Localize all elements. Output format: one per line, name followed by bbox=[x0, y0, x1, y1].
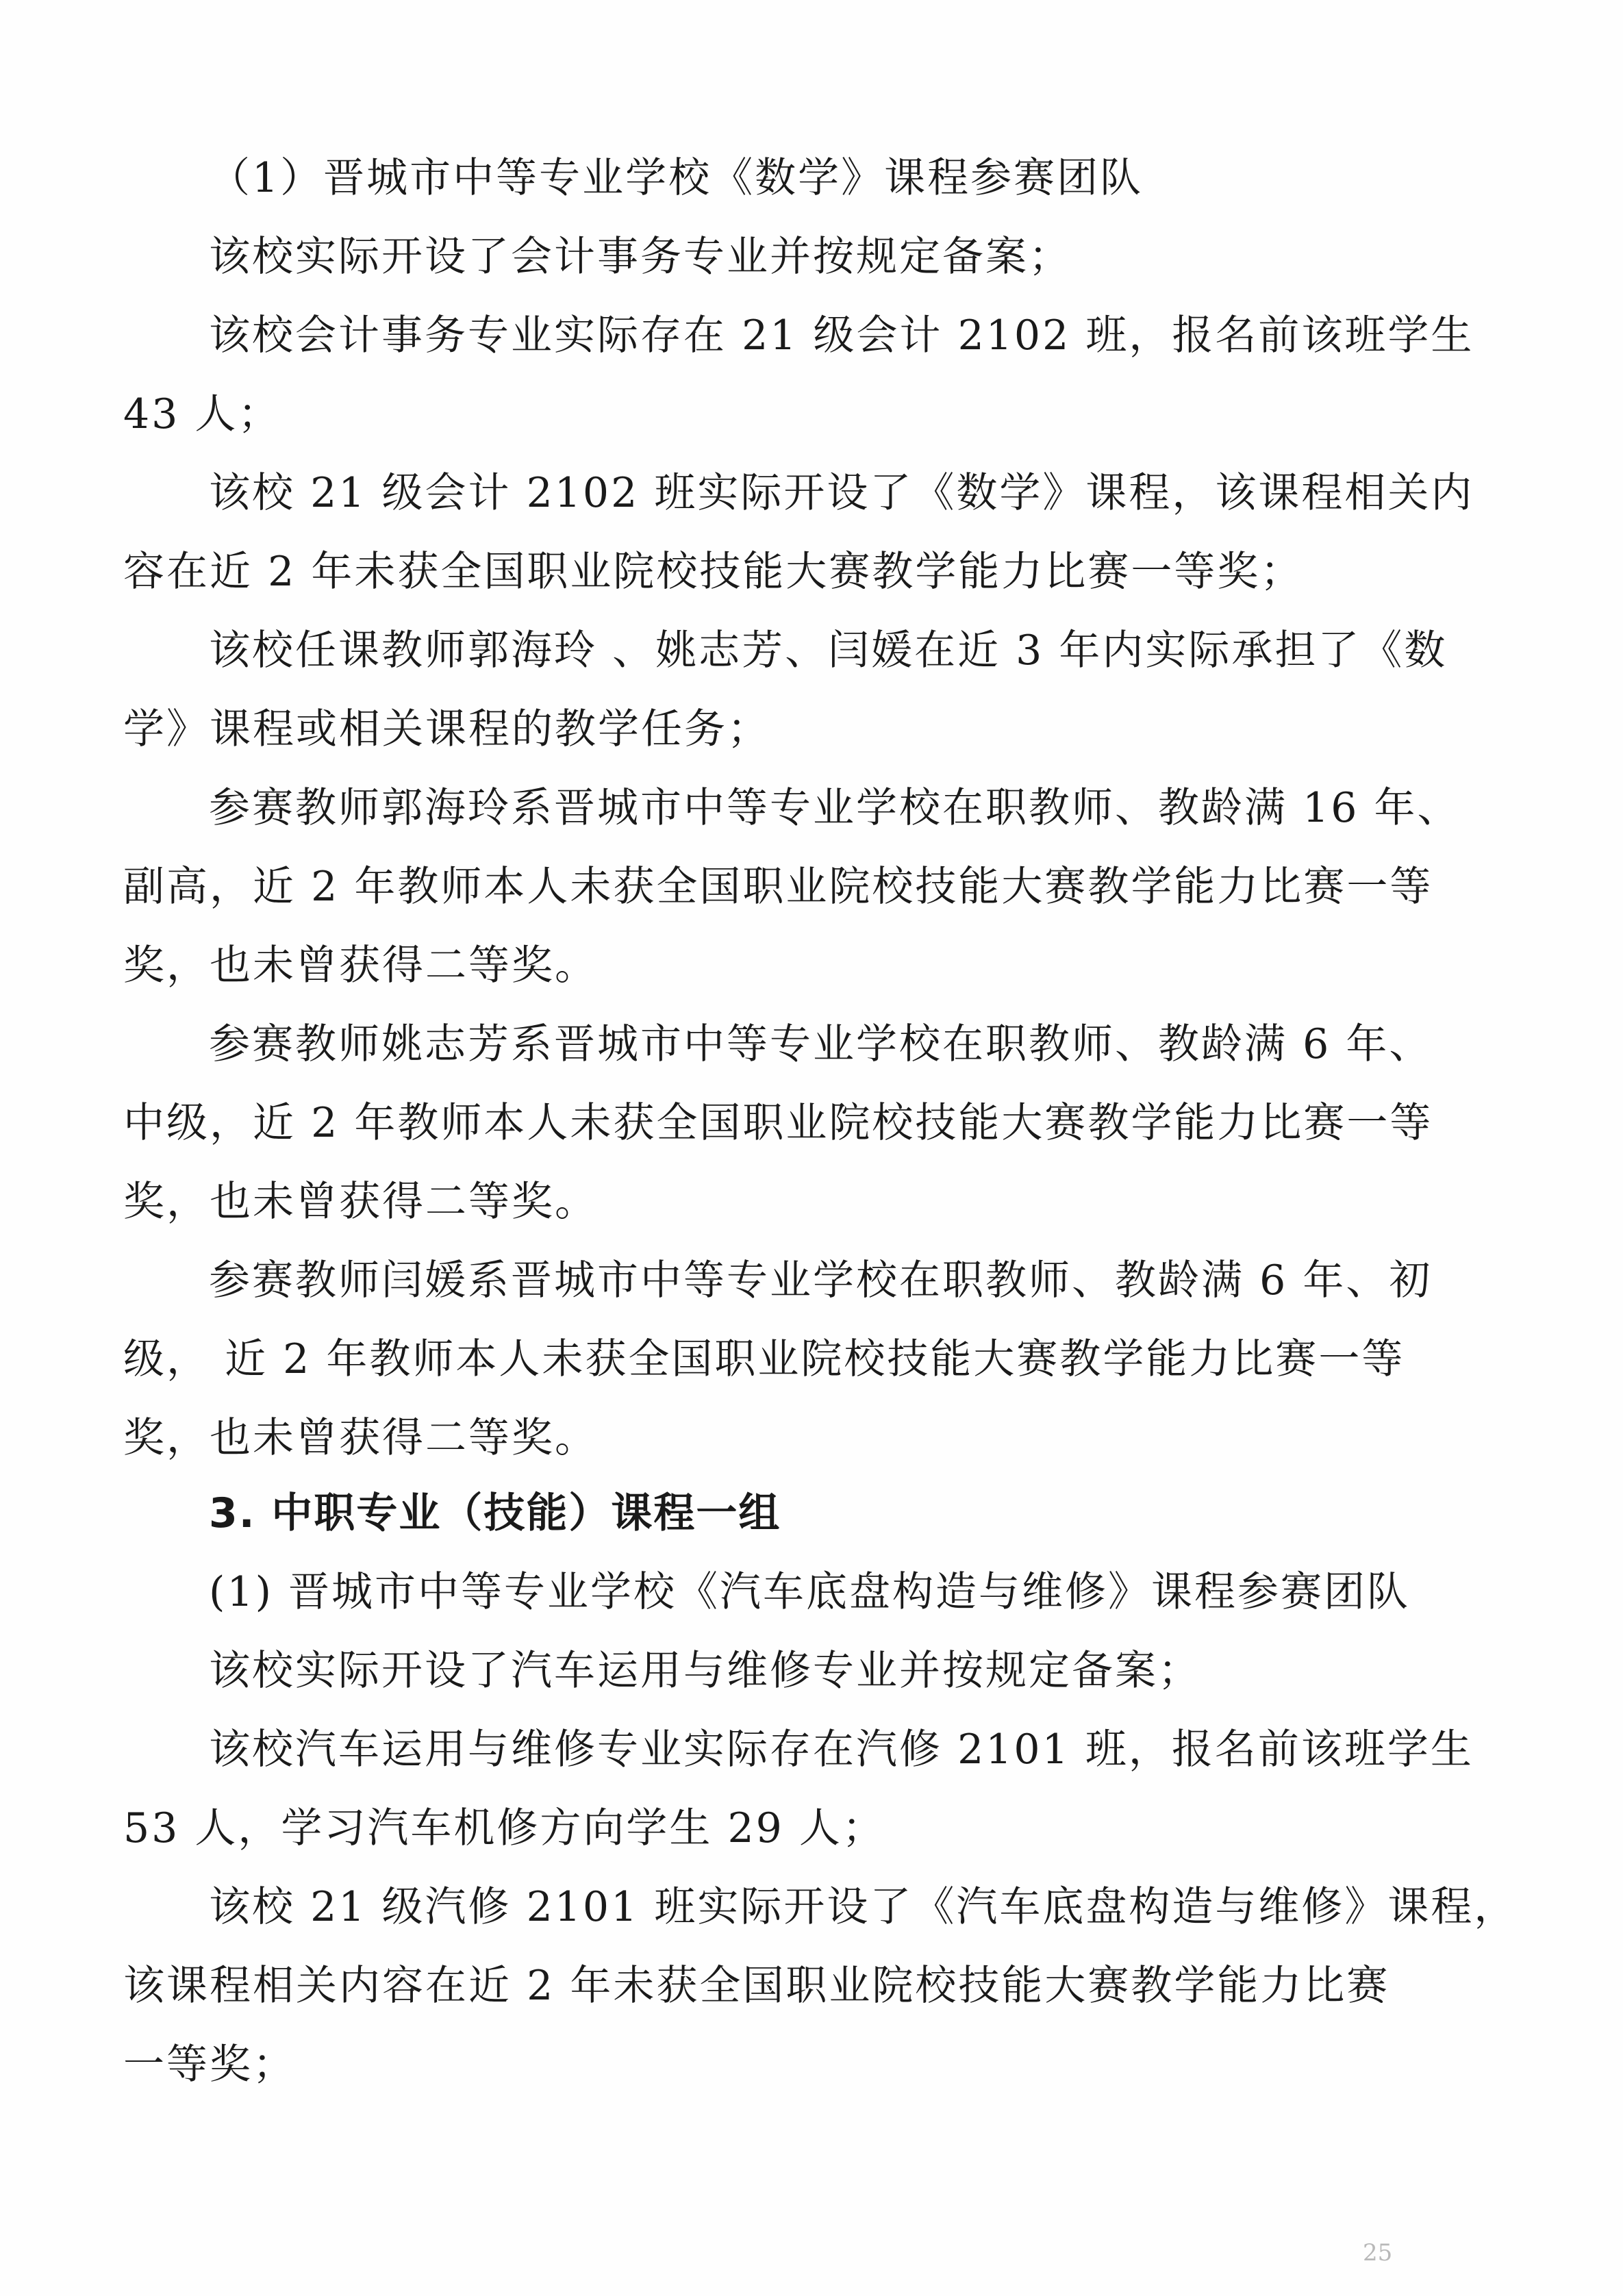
paragraph-line: 该校会计事务专业实际存在 21 级会计 2102 班，报名前该班学生 bbox=[209, 312, 1474, 359]
paragraph-line: 容在近 2 年未获全国职业院校技能大赛教学能力比赛一等奖； bbox=[123, 548, 1304, 596]
paragraph-line: 53 人，学习汽车机修方向学生 29 人； bbox=[123, 1804, 885, 1852]
paragraph-line: 学》课程或相关课程的教学任务； bbox=[123, 705, 770, 753]
paragraph-line: 副高，近 2 年教师本人未获全国职业院校技能大赛教学能力比赛一等 bbox=[123, 863, 1433, 911]
team-heading-auto: (1) 晋城市中等专业学校《汽车底盘构造与维修》课程参赛团队 bbox=[209, 1568, 1411, 1616]
paragraph-line: 该校 21 级会计 2102 班实际开设了《数学》课程，该课程相关内 bbox=[209, 469, 1474, 517]
paragraph-line: 级， 近 2 年教师本人未获全国职业院校技能大赛教学能力比赛一等 bbox=[123, 1335, 1405, 1383]
paragraph-line: 43 人； bbox=[123, 390, 281, 438]
paragraph-line: 参赛教师郭海玲系晋城市中等专业学校在职教师、教龄满 16 年、 bbox=[209, 784, 1461, 832]
page-number: 25 bbox=[1363, 2239, 1393, 2267]
paragraph-line: 该校实际开设了汽车运用与维修专业并按规定备案； bbox=[209, 1647, 1201, 1695]
paragraph-line: 参赛教师姚志芳系晋城市中等专业学校在职教师、教龄满 6 年、 bbox=[209, 1020, 1433, 1068]
paragraph-line: 一等奖； bbox=[123, 2041, 296, 2089]
paragraph-line: 参赛教师闫媛系晋城市中等专业学校在职教师、教龄满 6 年、初 bbox=[209, 1257, 1433, 1304]
paragraph-line: 该校实际开设了会计事务专业并按规定备案； bbox=[209, 233, 1072, 281]
paragraph-line: 奖，也未曾获得二等奖。 bbox=[123, 1178, 598, 1226]
team-heading-math: （1）晋城市中等专业学校《数学》课程参赛团队 bbox=[209, 154, 1144, 202]
paragraph-line: 该校 21 级汽修 2101 班实际开设了《汽车底盘构造与维修》课程， bbox=[209, 1883, 1518, 1931]
paragraph-line: 奖，也未曾获得二等奖。 bbox=[123, 1414, 598, 1462]
paragraph-line: 中级，近 2 年教师本人未获全国职业院校技能大赛教学能力比赛一等 bbox=[123, 1099, 1433, 1147]
paragraph-line: 该课程相关内容在近 2 年未获全国职业院校技能大赛教学能力比赛 bbox=[123, 1962, 1390, 2010]
section-heading: 3. 中职专业（技能）课程一组 bbox=[209, 1489, 781, 1537]
paragraph-line: 该校任课教师郭海玲 、姚志芳、闫媛在近 3 年内实际承担了《数 bbox=[209, 627, 1448, 674]
paragraph-line: 奖，也未曾获得二等奖。 bbox=[123, 942, 598, 989]
paragraph-line: 该校汽车运用与维修专业实际存在汽修 2101 班，报名前该班学生 bbox=[209, 1726, 1474, 1774]
